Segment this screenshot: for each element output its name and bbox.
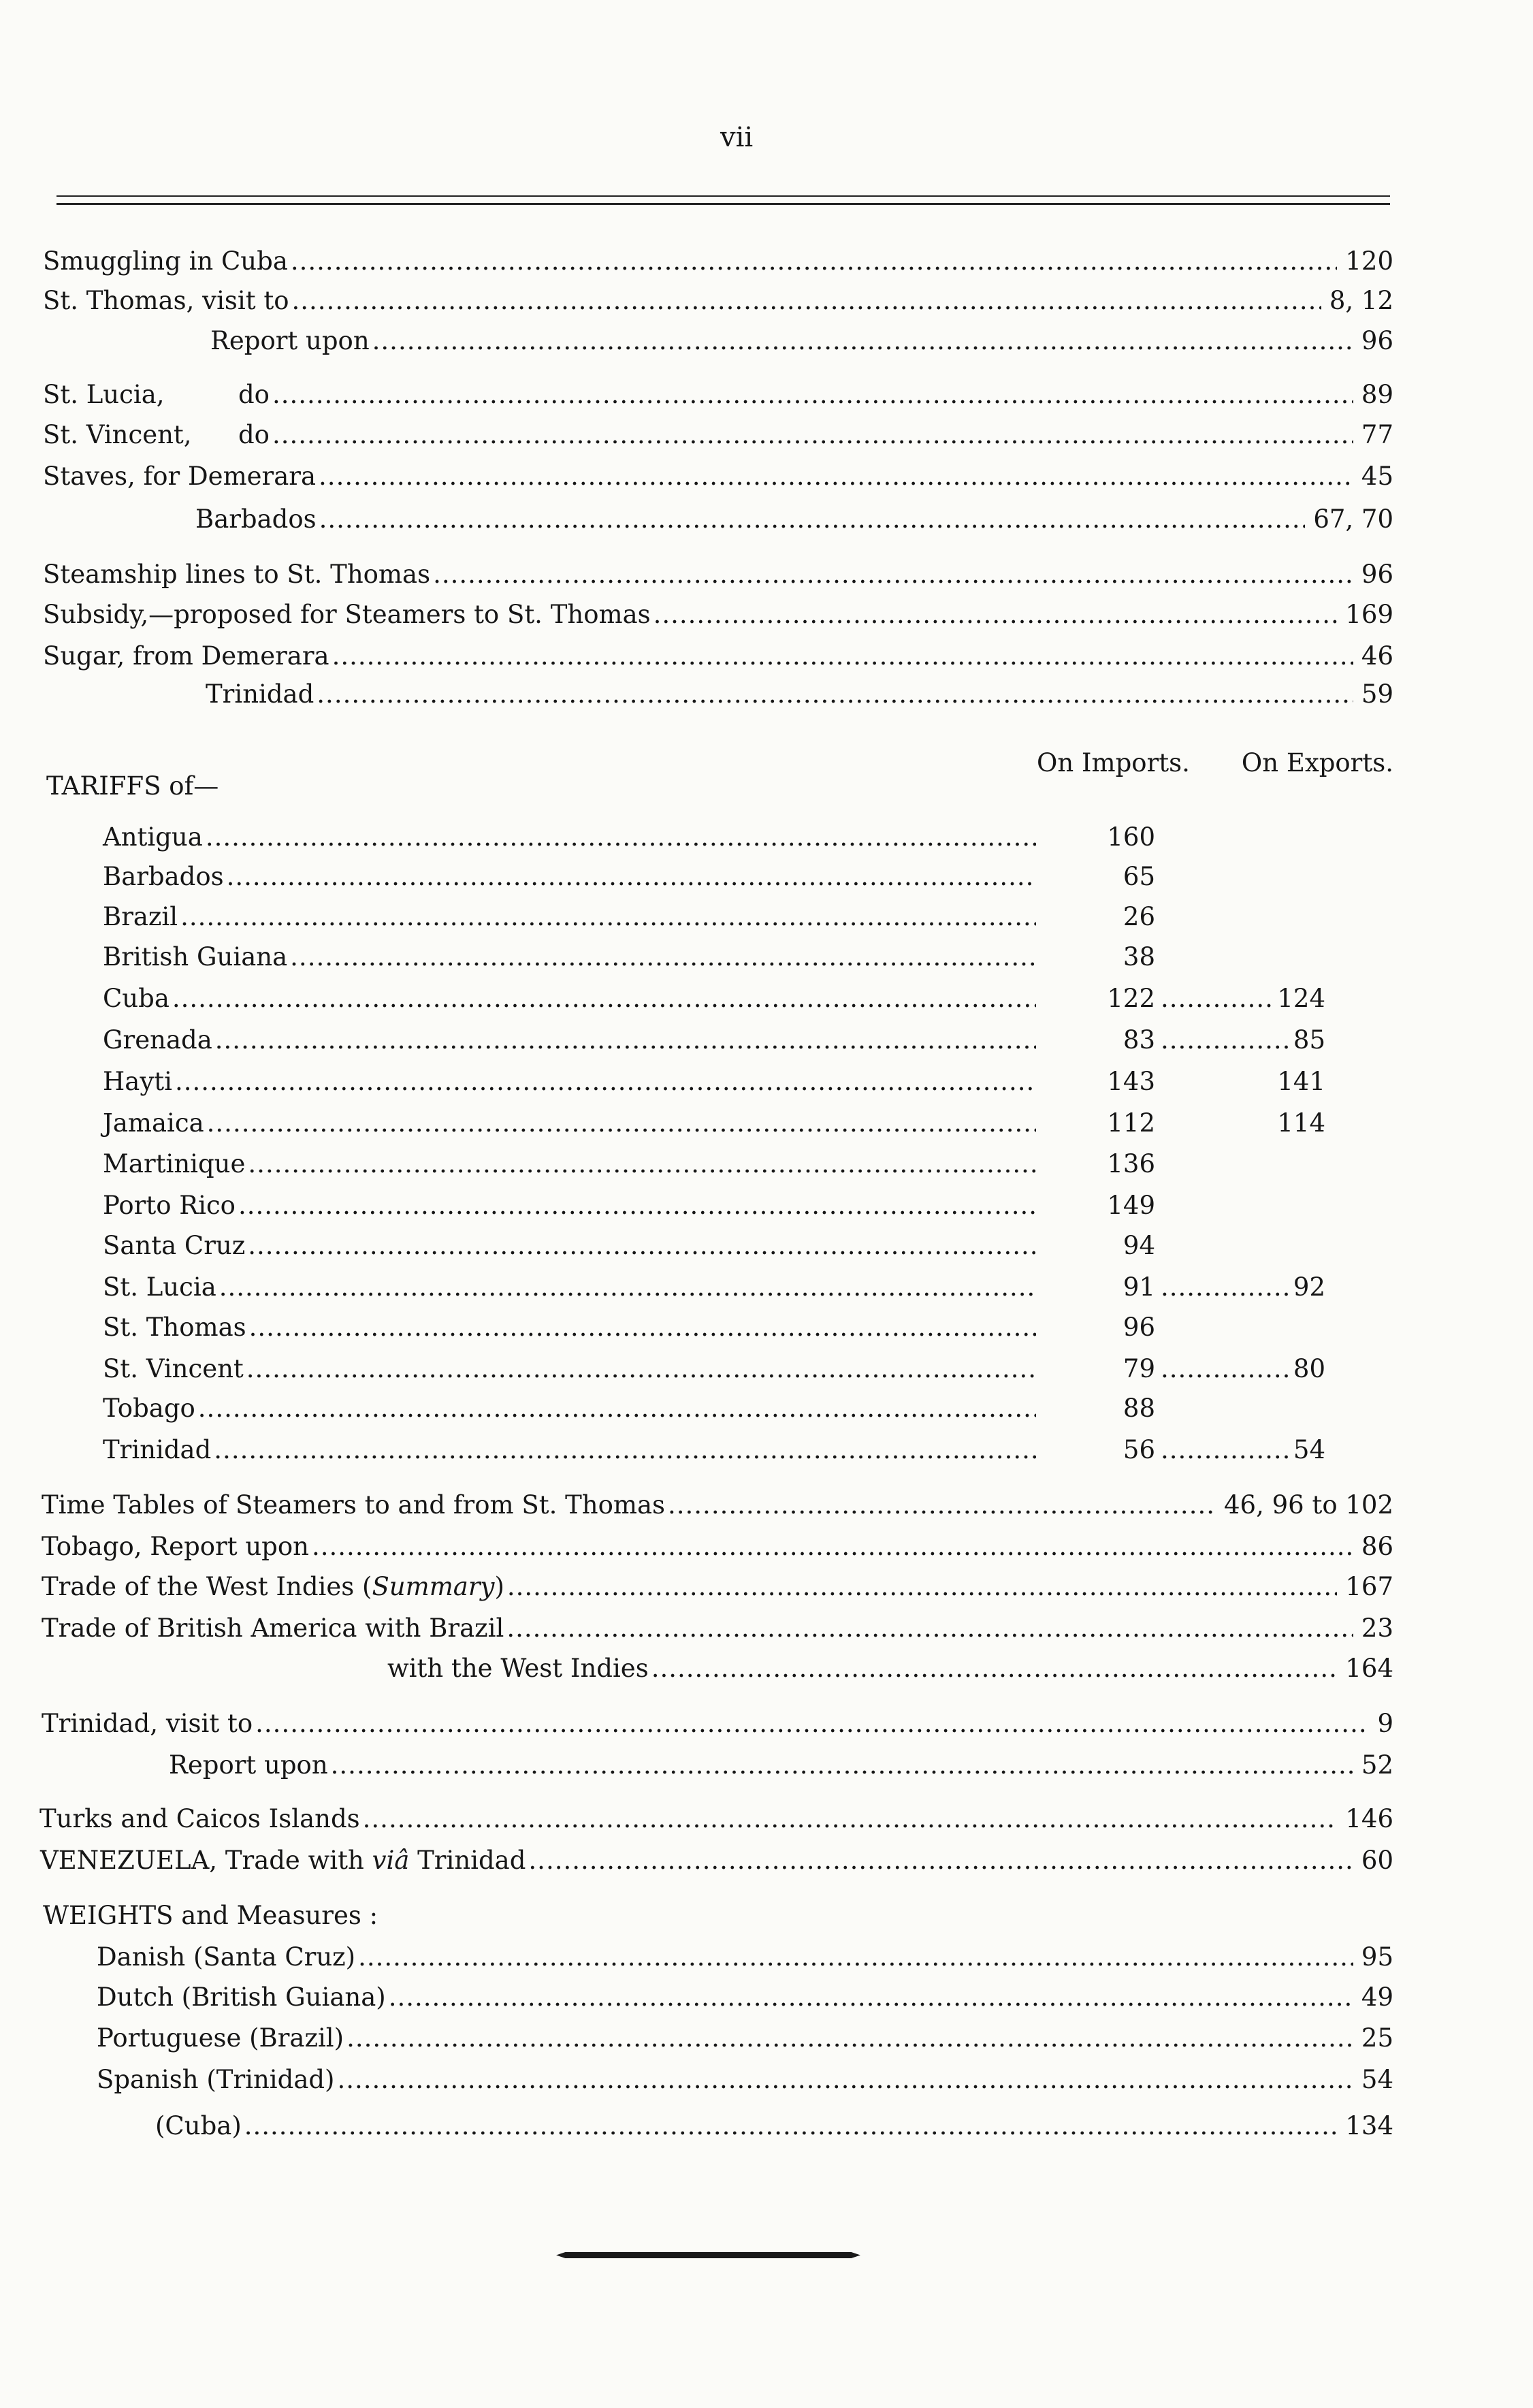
weights-heading: WEIGHTS and Measures : (43, 1901, 378, 1930)
leader-dots (653, 598, 1338, 631)
header-double-rule (57, 195, 1390, 205)
leader-dots (317, 678, 1353, 711)
imports-page: 83 (1123, 1025, 1155, 1055)
page-reference: 67, 70 (1313, 504, 1393, 534)
entry-label: Subsidy,—proposed for Steamers to St. Thomas (43, 600, 651, 629)
leader-dots (507, 1571, 1338, 1603)
tariff-country: Tobago (103, 1394, 195, 1423)
entry-label: Tobago, Report upon (42, 1532, 309, 1561)
leader-dots (207, 1107, 1036, 1140)
tariff-country: St. Lucia (103, 1272, 216, 1302)
imports-page: 56 (1123, 1435, 1155, 1464)
entry-label: Portuguese (Brazil) (97, 2023, 344, 2053)
index-subentry (210, 325, 1393, 357)
entry-label: Trade of British America with Brazil (42, 1614, 504, 1643)
exports-page: 92 (1293, 1272, 1325, 1302)
leader-dots (249, 1311, 1036, 1344)
tariff-row (103, 1189, 1044, 1222)
entry-label: Barbados (195, 504, 317, 534)
tariff-country: Trinidad (103, 1435, 212, 1464)
entry-label-text: Trade of the West Indies ( (42, 1572, 372, 1601)
tariff-country: Grenada (103, 1025, 212, 1055)
tariff-country: Jamaica (103, 1108, 204, 1138)
tariff-row (103, 1148, 1044, 1181)
leader-dots (506, 1612, 1353, 1645)
page-reference: 96 (1361, 326, 1393, 355)
tariff-country: St. Thomas (103, 1313, 246, 1342)
tariff-values (1087, 1353, 1325, 1385)
tariff-row (103, 861, 1044, 893)
leader-dots (319, 460, 1353, 493)
index-entry (43, 558, 1393, 591)
leader-dots (214, 1434, 1036, 1466)
index-entry (42, 1707, 1393, 1740)
index-entry (42, 1571, 1393, 1603)
index-entry (43, 460, 1393, 493)
entry-label (43, 419, 270, 451)
tariff-values (1087, 1392, 1325, 1425)
exports-page: 54 (1293, 1435, 1325, 1464)
tariff-row (103, 1392, 1044, 1425)
leader-dots (389, 1981, 1353, 2014)
leader-dots (346, 2022, 1353, 2055)
tariff-country: Martinique (103, 1149, 246, 1178)
tariff-country: Cuba (103, 984, 170, 1013)
tariff-country: St. Vincent (103, 1354, 244, 1383)
index-entry (43, 598, 1393, 631)
index-subentry (206, 678, 1393, 711)
page-reference: 9 (1377, 1709, 1393, 1738)
leader-dots (528, 1844, 1353, 1877)
exports-page: 80 (1293, 1354, 1325, 1383)
entry-label: Spanish (Trinidad) (97, 2065, 335, 2094)
tariffs-heading: TARIFFS of— (46, 771, 219, 801)
entry-label: St. Thomas, visit to (43, 286, 289, 315)
tariff-values (1087, 901, 1325, 933)
entry-label: Trinidad (206, 679, 314, 709)
leader-dots (668, 1489, 1216, 1522)
leader-dots (312, 1530, 1353, 1563)
entry-label: Report upon (210, 326, 370, 355)
tariff-row (103, 1353, 1044, 1385)
entry-label: Staves, for Demerara (43, 462, 317, 491)
index-entry (43, 419, 1393, 451)
tariff-row (103, 1434, 1044, 1466)
page-reference: 96 (1361, 560, 1393, 589)
page-reference: 23 (1361, 1614, 1393, 1643)
ditto-mark: do (238, 420, 270, 449)
page-reference: 164 (1345, 1654, 1393, 1683)
index-subentry (169, 1749, 1393, 1782)
entry-label-tail: ) (494, 1572, 504, 1601)
page-reference: 134 (1345, 2111, 1393, 2140)
tariff-row (103, 941, 1044, 974)
imports-page: 96 (1123, 1313, 1155, 1342)
entry-label (40, 1844, 526, 1877)
page-reference: 95 (1361, 1942, 1393, 1972)
index-entry (43, 285, 1393, 317)
leader-dots (291, 245, 1337, 278)
entry-label: with the West Indies (387, 1654, 649, 1683)
leader-dots (172, 982, 1036, 1015)
exports-page: 124 (1277, 984, 1325, 1013)
index-entry (42, 1489, 1393, 1522)
leader-dots (338, 2064, 1353, 2096)
index-entry (39, 1803, 1393, 1835)
weights-entry (97, 2022, 1393, 2055)
weights-subentry (155, 2110, 1393, 2142)
leader-dots (215, 1024, 1036, 1057)
tariff-row (103, 1230, 1044, 1262)
tariff-values (1087, 1230, 1325, 1262)
page-reference: 46, 96 to 102 (1224, 1490, 1393, 1520)
page-reference: 167 (1345, 1572, 1393, 1601)
page-reference: 52 (1361, 1750, 1393, 1780)
page-reference: 54 (1361, 2065, 1393, 2094)
leader-dots (180, 901, 1036, 933)
leader-dots (219, 1271, 1036, 1304)
tariff-values (1087, 941, 1325, 974)
leader-dots (238, 1189, 1036, 1222)
imports-page: 143 (1107, 1067, 1155, 1096)
leader-dots (292, 285, 1321, 317)
index-entry (43, 379, 1393, 411)
page-reference: 169 (1345, 600, 1393, 629)
entry-label: Time Tables of Steamers to and from St. Thomas (42, 1490, 666, 1520)
tariff-row (103, 1065, 1044, 1098)
entry-label: Smuggling in Cuba (43, 246, 288, 276)
leader-dots (248, 1230, 1036, 1262)
index-entry (42, 1612, 1393, 1645)
entry-label: Danish (Santa Cruz) (97, 1942, 356, 1972)
entry-label (43, 379, 270, 411)
tariff-values (1087, 821, 1325, 854)
tariff-values (1087, 1189, 1325, 1222)
index-entry (42, 1530, 1393, 1563)
imports-page: 38 (1123, 942, 1155, 972)
tariff-row (103, 1271, 1044, 1304)
tariff-country: Santa Cruz (103, 1231, 246, 1260)
tariff-values (1087, 1311, 1325, 1344)
leader-dots (248, 1148, 1036, 1181)
weights-entry (97, 1941, 1393, 1974)
tariff-country: Porto Rico (103, 1191, 236, 1220)
leader-dots (272, 379, 1353, 411)
tariff-country: Brazil (103, 902, 178, 931)
leader-dots (255, 1707, 1369, 1740)
leader-dots (372, 325, 1353, 357)
leader-dots (1161, 1271, 1291, 1304)
tariff-values (1087, 1024, 1325, 1057)
leader-dots (1161, 1434, 1291, 1466)
imports-page: 160 (1107, 822, 1155, 852)
page-reference: 89 (1361, 380, 1393, 409)
imports-page: 112 (1107, 1108, 1155, 1138)
closing-ornament-rule (556, 2252, 860, 2258)
leader-dots (246, 1353, 1036, 1385)
page-reference: 8, 12 (1329, 286, 1393, 315)
leader-dots (319, 503, 1306, 536)
tariff-row (103, 1107, 1044, 1140)
page-reference: 25 (1361, 2023, 1393, 2053)
entry-label: (Cuba) (155, 2111, 242, 2140)
page-reference: 77 (1361, 420, 1393, 449)
column-header-exports: On Exports. (1241, 748, 1393, 777)
entry-label-text: VENEZUELA, Trade with (40, 1846, 372, 1875)
imports-page: 122 (1107, 984, 1155, 1013)
page-reference: 120 (1345, 246, 1393, 276)
leader-dots (175, 1065, 1036, 1098)
entry-label: Dutch (British Guiana) (97, 1982, 386, 2012)
tariff-country: Barbados (103, 862, 224, 891)
page-reference: 59 (1361, 679, 1393, 709)
tariff-row (103, 1311, 1044, 1344)
leader-dots (206, 821, 1036, 854)
page-reference: 46 (1361, 641, 1393, 671)
leader-dots (1161, 1353, 1291, 1385)
tariff-country: Antigua (103, 822, 203, 852)
imports-page: 149 (1107, 1191, 1155, 1220)
tariff-row (103, 901, 1044, 933)
tariff-values (1087, 1065, 1325, 1098)
tariff-country: Hayti (103, 1067, 172, 1096)
tariff-values (1087, 1107, 1325, 1140)
tariff-values (1087, 861, 1325, 893)
entry-label-tail: Trinidad (409, 1846, 526, 1875)
entry-label: Sugar, from Demerara (43, 641, 329, 671)
entry-label: Steamship lines to St. Thomas (43, 560, 431, 589)
imports-page: 91 (1123, 1272, 1155, 1302)
page-reference: 60 (1361, 1846, 1393, 1875)
entry-label-italic: viâ (372, 1846, 410, 1875)
entry-label-place: St. Lucia, (43, 380, 165, 409)
exports-page: 114 (1277, 1108, 1325, 1138)
page-reference: 45 (1361, 462, 1393, 491)
weights-entry (97, 2064, 1393, 2096)
tariff-country: British Guiana (103, 942, 288, 972)
column-header-imports: On Imports. (1037, 748, 1190, 777)
page-reference: 49 (1361, 1982, 1393, 2012)
index-entry (40, 1844, 1393, 1877)
index-subentry (195, 503, 1393, 536)
page-reference: 146 (1345, 1804, 1393, 1833)
leader-dots (227, 861, 1036, 893)
leader-dots (651, 1652, 1338, 1685)
leader-dots (244, 2110, 1338, 2142)
tariff-row (103, 982, 1044, 1015)
entry-label: Turks and Caicos Islands (39, 1804, 360, 1833)
tariff-row (103, 821, 1044, 854)
page-number: vii (720, 122, 754, 153)
leader-dots (290, 941, 1036, 974)
imports-page: 65 (1123, 862, 1155, 891)
tariff-values (1087, 1148, 1325, 1181)
index-entry (43, 640, 1393, 673)
leader-dots (1161, 982, 1274, 1015)
weights-entry (97, 1981, 1393, 2014)
imports-page: 79 (1123, 1354, 1155, 1383)
leader-dots (332, 640, 1353, 673)
entry-label-place: St. Vincent, (43, 420, 192, 449)
entry-label-italic: Summary (372, 1572, 495, 1601)
entry-label (42, 1571, 504, 1603)
exports-page: 141 (1277, 1067, 1325, 1096)
tariff-values (1087, 1434, 1325, 1466)
leader-dots (331, 1749, 1353, 1782)
tariff-values (1087, 1271, 1325, 1304)
leader-dots (433, 558, 1353, 591)
entry-label: Report upon (169, 1750, 328, 1780)
page-reference: 86 (1361, 1532, 1393, 1561)
leader-dots (272, 419, 1353, 451)
exports-page: 85 (1293, 1025, 1325, 1055)
leader-dots (358, 1941, 1353, 1974)
ditto-mark: do (238, 380, 270, 409)
entry-label: Trinidad, visit to (42, 1709, 253, 1738)
leader-dots (363, 1803, 1338, 1835)
imports-page: 26 (1123, 902, 1155, 931)
index-subentry (387, 1652, 1393, 1685)
imports-page: 94 (1123, 1231, 1155, 1260)
imports-page: 136 (1107, 1149, 1155, 1178)
leader-dots (1161, 1024, 1291, 1057)
imports-page: 88 (1123, 1394, 1155, 1423)
tariff-values (1087, 982, 1325, 1015)
tariff-row (103, 1024, 1044, 1057)
index-entry (43, 245, 1393, 278)
leader-dots (198, 1392, 1036, 1425)
